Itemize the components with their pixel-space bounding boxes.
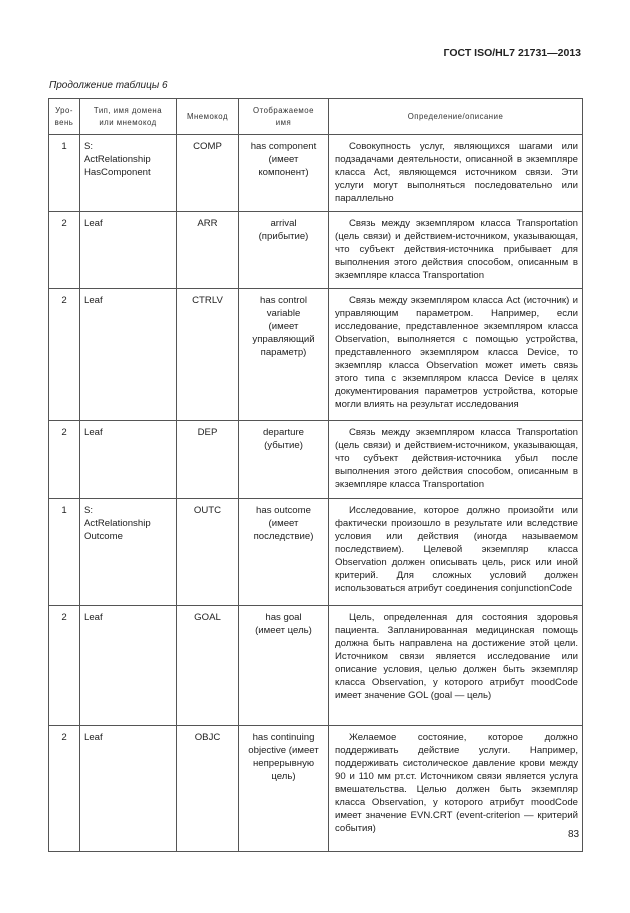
table-row <box>49 135 583 212</box>
table-row <box>49 499 583 606</box>
row-definition <box>329 726 583 852</box>
row-definition <box>329 499 583 606</box>
row-type-text: S: ActRelationship Outcome <box>84 505 151 542</box>
row-level-text: 2 <box>61 218 67 229</box>
row-mnemonic-text: OUTC <box>193 505 222 516</box>
row-type <box>80 499 177 606</box>
page-number: 83 <box>568 829 580 840</box>
row-definition-text: Связь между экземпляром класса Transportation (цель связи) и действием-источником, указывающая, что субъект действия-источника убыл после выполнения этого действия способом, описанным в экземпляре класса Transportation <box>335 427 578 490</box>
row-display-name <box>239 421 329 499</box>
standard-designation: ГОСТ ISO/HL7 21731—2013 <box>443 47 581 59</box>
row-definition-text: Связь между экземпляром класса Transportation (цель связи) и действием-источником, указывающая, что субъект действия-источника прибывает для выполнения этого действия способом, описанным в экземпляре класса Transportation <box>335 218 578 281</box>
row-mnemonic-text: DEP <box>197 427 218 438</box>
row-type-text: Leaf <box>84 295 103 306</box>
row-definition <box>329 212 583 289</box>
row-type-text: Leaf <box>84 427 103 438</box>
column-header-type: Тип, имя домена или мнемокод <box>80 99 177 135</box>
row-level <box>49 135 80 212</box>
row-type-text: S: ActRelationship HasComponent <box>84 141 151 178</box>
row-display-name <box>239 606 329 726</box>
row-display-name-text: has continuing objective (имеет непрерывную цель) <box>248 732 319 782</box>
row-level-text: 2 <box>61 295 67 306</box>
row-mnemonic <box>177 606 239 726</box>
row-level <box>49 212 80 289</box>
row-definition-text: Исследование, которое должно произойти или фактически произошло в результате или вследствие условия или действия (иногда называемом последствием). Целевой экземпляр класса Observation должен описывать цель, риск или иной критерий. Для сложных условий должен использоваться атрибут соединения conjunctionCode <box>335 505 578 594</box>
row-definition-text: Совокупность услуг, являющихся шагами или подзадачами деятельности, описанной в экземпляре класса Act, являющемся источником связи. Эти услуги могут выполняться последовательно или параллельно <box>335 141 578 204</box>
row-definition-text: Цель, определенная для состояния здоровья пациента. Запланированная медицинская помощь должна быть направлена на достижение этой цели. Источником связи является исследование или описание условия, целью должен быть экземпляр класса Observation, у которого атрибут moodCode имеет значение GOL (goal — цель) <box>335 612 578 701</box>
column-header-level: Уро- вень <box>49 99 80 135</box>
row-definition <box>329 606 583 726</box>
row-level <box>49 421 80 499</box>
row-level-text: 1 <box>61 141 67 152</box>
row-definition-text: Желаемое состояние, которое должно поддерживать действие услуги. Например, поддерживать систолическое давление крови между 90 и 110 мм рт.ст. Источником связи является услуга вмешательства. Целью должен быть экземпляр класса Observation, у которого атрибут moodCode имеет значение EVN.CRT (event-criterion — критерий события) <box>335 732 578 834</box>
row-level-text: 1 <box>61 505 67 516</box>
row-mnemonic <box>177 499 239 606</box>
row-level <box>49 606 80 726</box>
row-level-text: 2 <box>61 732 67 743</box>
row-type <box>80 726 177 852</box>
row-mnemonic-text: ARR <box>197 218 218 229</box>
row-display-name <box>239 499 329 606</box>
row-display-name-text: has outcome (имеет последствие) <box>253 505 314 542</box>
row-type <box>80 421 177 499</box>
row-mnemonic-text: OBJC <box>194 732 221 743</box>
row-display-name-text: has component (имеет компонент) <box>250 141 317 178</box>
column-header-mnemonic: Мнемокод <box>177 99 239 135</box>
row-display-name-text: departure (убытие) <box>262 427 305 451</box>
row-definition <box>329 421 583 499</box>
table-continuation-caption: Продолжение таблицы 6 <box>49 80 168 91</box>
row-type-text: Leaf <box>84 732 103 743</box>
row-type-text: Leaf <box>84 612 103 623</box>
row-display-name-text: has goal (имеет цель) <box>255 612 312 636</box>
table-row <box>49 212 583 289</box>
row-level <box>49 289 80 421</box>
row-mnemonic <box>177 212 239 289</box>
table-row <box>49 421 583 499</box>
row-mnemonic <box>177 421 239 499</box>
row-level <box>49 726 80 852</box>
row-mnemonic-text: COMP <box>193 141 222 152</box>
row-display-name <box>239 135 329 212</box>
row-definition <box>329 289 583 421</box>
table-header-row <box>49 99 583 135</box>
row-display-name <box>239 212 329 289</box>
row-type <box>80 606 177 726</box>
row-definition <box>329 135 583 212</box>
row-display-name-text: arrival (прибытие) <box>258 218 309 242</box>
row-mnemonic <box>177 289 239 421</box>
row-display-name <box>239 289 329 421</box>
row-type <box>80 289 177 421</box>
column-header-definition: Определение/описание <box>329 99 583 135</box>
row-type-text: Leaf <box>84 218 103 229</box>
table-row <box>49 289 583 421</box>
row-mnemonic <box>177 135 239 212</box>
row-level-text: 2 <box>61 612 67 623</box>
row-level-text: 2 <box>61 427 67 438</box>
row-type <box>80 135 177 212</box>
table-row <box>49 606 583 726</box>
row-display-name-text: has control variable (имеет управляющий параметр) <box>252 295 315 358</box>
row-level <box>49 499 80 606</box>
row-mnemonic <box>177 726 239 852</box>
row-type <box>80 212 177 289</box>
row-display-name <box>239 726 329 852</box>
row-definition-text: Связь между экземпляром класса Act (источник) и управляющим параметром. Например, если исследование, представленное экземпляром класса Observation, выполняется с помощью устройства, представленного экземпляром класса Device, то экземпляр класса Observation может иметь связь этого типа с экземпляром класса Device в целях документирования параметров устройства, которые могли влиять на результат исследования <box>335 295 578 410</box>
row-mnemonic-text: GOAL <box>194 612 221 623</box>
row-mnemonic-text: CTRLV <box>192 295 223 306</box>
definitions-table <box>48 98 583 852</box>
table-row <box>49 726 583 852</box>
column-header-display-name: Отображаемое имя <box>239 99 329 135</box>
